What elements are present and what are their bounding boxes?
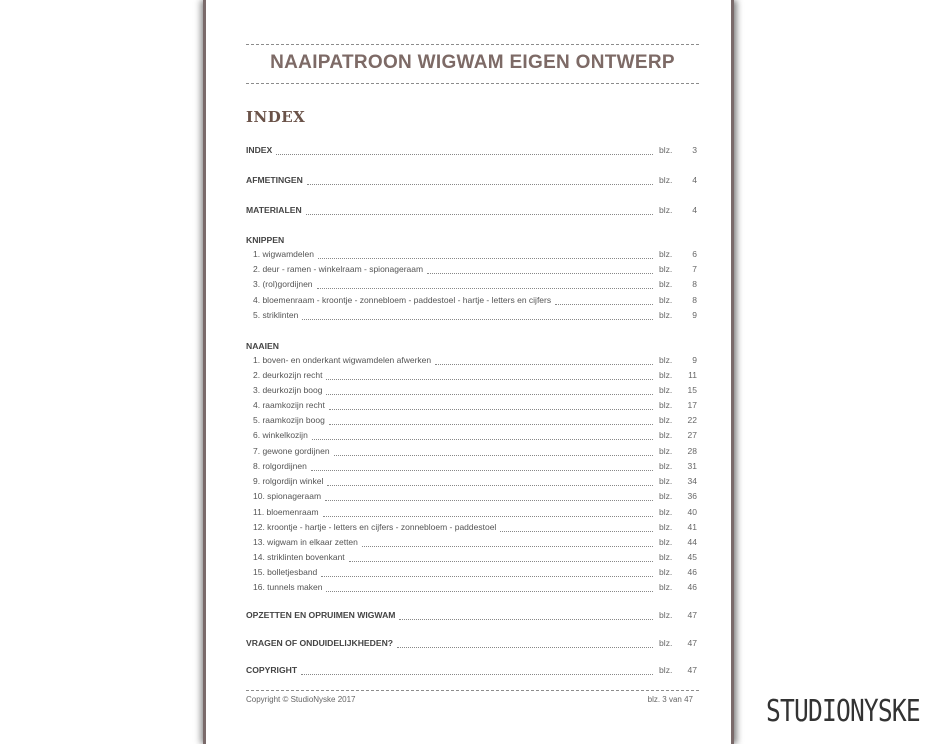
brand-logo: STUDIONYSKE <box>766 694 920 729</box>
toc-subentry-blz: blz. <box>659 400 673 410</box>
toc-subentry-page: 28 <box>687 446 697 456</box>
toc-subentry <box>246 507 697 521</box>
toc-entry-label: MATERIALEN <box>246 205 302 215</box>
toc-subentry-page: 9 <box>692 310 697 320</box>
section-heading-naaien: NAAIEN <box>246 341 279 351</box>
title-divider-top <box>246 44 699 45</box>
toc-subentry-label: 2. deurkozijn recht <box>253 370 323 380</box>
toc-subentry-label: 9. rolgordijn winkel <box>253 476 324 486</box>
toc-subentry <box>246 264 697 278</box>
toc-entry-page: 4 <box>692 205 697 215</box>
dot-leader <box>427 273 653 274</box>
toc-subentry-label: 1. boven- en onderkant wigwamdelen afwerken <box>253 355 432 365</box>
toc-subentry-blz: blz. <box>659 279 673 289</box>
toc-entry-label: AFMETINGEN <box>246 175 303 185</box>
toc-subentry <box>246 446 697 460</box>
toc-entry-blz: blz. <box>659 175 673 185</box>
toc-subentry <box>246 582 697 596</box>
toc-subentry-label: 2. deur - ramen - winkelraam - spionageraam <box>253 264 424 274</box>
toc-subentry-page: 22 <box>687 415 697 425</box>
toc-subentry-label: 6. winkelkozijn <box>253 430 308 440</box>
toc-subentry-page: 9 <box>692 355 697 365</box>
dot-leader <box>326 379 653 380</box>
toc-entry-blz: blz. <box>659 145 673 155</box>
toc-entry <box>246 205 697 219</box>
toc-subentry-label: 5. raamkozijn boog <box>253 415 325 425</box>
dot-leader <box>307 184 653 185</box>
toc-entry <box>246 175 697 189</box>
document-page <box>203 0 734 744</box>
toc-subentry-blz: blz. <box>659 491 673 501</box>
dot-leader <box>435 364 653 365</box>
toc-entry-page: 47 <box>687 610 697 620</box>
toc-subentry-blz: blz. <box>659 415 673 425</box>
toc-entry-label: OPZETTEN EN OPRUIMEN WIGWAM <box>246 610 396 620</box>
toc-subentry <box>246 295 697 309</box>
toc-subentry <box>246 552 697 566</box>
toc-subentry-blz: blz. <box>659 461 673 471</box>
toc-subentry-blz: blz. <box>659 370 673 380</box>
toc-subentry-blz: blz. <box>659 552 673 562</box>
toc-subentry-label: 4. raamkozijn recht <box>253 400 325 410</box>
toc-subentry-blz: blz. <box>659 264 673 274</box>
dot-leader <box>397 647 653 648</box>
toc-subentry <box>246 461 697 475</box>
toc-subentry <box>246 476 697 490</box>
toc-entry-blz: blz. <box>659 610 673 620</box>
dot-leader <box>349 561 653 562</box>
toc-subentry-page: 36 <box>687 491 697 501</box>
toc-subentry-blz: blz. <box>659 310 673 320</box>
toc-subentry-page: 11 <box>688 370 697 380</box>
toc-subentry-blz: blz. <box>659 385 673 395</box>
index-heading: INDEX <box>246 108 306 126</box>
toc-subentry <box>246 522 697 536</box>
toc-subentry-blz: blz. <box>659 567 673 577</box>
toc-subentry <box>246 430 697 444</box>
dot-leader <box>329 424 653 425</box>
toc-subentry-page: 17 <box>687 400 697 410</box>
toc-entry-label: VRAGEN OF ONDUIDELIJKHEDEN? <box>246 638 394 648</box>
toc-subentry-page: 46 <box>687 567 697 577</box>
toc-subentry <box>246 355 697 369</box>
dot-leader <box>301 674 653 675</box>
footer-copyright: Copyright © StudioNyske 2017 <box>246 695 356 704</box>
toc-subentry-page: 6 <box>692 249 697 259</box>
dot-leader <box>312 439 653 440</box>
dot-leader <box>311 470 653 471</box>
footer-divider <box>246 690 699 691</box>
toc-subentry <box>246 567 697 581</box>
document-title: NAAIPATROON WIGWAM EIGEN ONTWERP <box>270 52 675 73</box>
toc-subentry-label: 13. wigwam in elkaar zetten <box>253 537 358 547</box>
toc-entry-blz: blz. <box>659 205 673 215</box>
footer-page-number: blz. 3 van 47 <box>647 695 693 704</box>
toc-subentry-page: 46 <box>687 582 697 592</box>
toc-subentry <box>246 400 697 414</box>
toc-subentry-label: 12. kroontje - hartje - letters en cijfers - zonnebloem - paddestoel <box>253 522 497 532</box>
dot-leader <box>362 546 653 547</box>
dot-leader <box>326 591 653 592</box>
toc-subentry-label: 15. bolletjesband <box>253 567 318 577</box>
dot-leader <box>327 485 653 486</box>
toc-subentry-label: 4. bloemenraam - kroontje - zonnebloem - paddestoel - hartje - letters en cijfers <box>253 295 552 305</box>
toc-entry-page: 4 <box>692 175 697 185</box>
toc-entry-page: 3 <box>692 145 697 155</box>
toc-subentry <box>246 279 697 293</box>
toc-entry-label: INDEX <box>246 145 273 155</box>
dot-leader <box>329 409 653 410</box>
dot-leader <box>317 288 653 289</box>
toc-subentry-page: 27 <box>687 430 697 440</box>
toc-entry-blz: blz. <box>659 638 673 648</box>
toc-subentry-blz: blz. <box>659 249 673 259</box>
toc-subentry-label: 11. bloemenraam <box>253 507 319 517</box>
dot-leader <box>323 516 653 517</box>
toc-subentry-page: 45 <box>687 552 697 562</box>
toc-subentry-page: 31 <box>687 461 697 471</box>
toc-entry-blz: blz. <box>659 665 673 675</box>
toc-subentry-page: 44 <box>687 537 697 547</box>
dot-leader <box>334 455 653 456</box>
toc-subentry <box>246 310 697 324</box>
toc-entry <box>246 610 697 624</box>
toc-subentry <box>246 385 697 399</box>
toc-entry <box>246 145 697 159</box>
toc-entry <box>246 665 697 679</box>
toc-entry-label: COPYRIGHT <box>246 665 298 675</box>
dot-leader <box>555 304 653 305</box>
toc-subentry-page: 34 <box>687 476 697 486</box>
toc-subentry-page: 15 <box>687 385 697 395</box>
dot-leader <box>321 576 653 577</box>
toc-subentry-blz: blz. <box>659 476 673 486</box>
toc-subentry-blz: blz. <box>659 430 673 440</box>
toc-subentry-label: 10. spionageraam <box>253 491 322 501</box>
toc-subentry-label: 8. rolgordijnen <box>253 461 307 471</box>
toc-entry-page: 47 <box>687 638 697 648</box>
toc-subentry-blz: blz. <box>659 582 673 592</box>
toc-subentry <box>246 249 697 263</box>
toc-subentry-blz: blz. <box>659 522 673 532</box>
toc-subentry-page: 8 <box>692 295 697 305</box>
toc-subentry-blz: blz. <box>659 295 673 305</box>
toc-subentry-page: 7 <box>692 264 697 274</box>
toc-subentry-page: 41 <box>687 522 697 532</box>
dot-leader <box>500 531 653 532</box>
toc-subentry-page: 40 <box>687 507 697 517</box>
toc-subentry-label: 3. (rol)gordijnen <box>253 279 313 289</box>
toc-subentry <box>246 537 697 551</box>
toc-subentry-label: 16. tunnels maken <box>253 582 323 592</box>
toc-subentry-blz: blz. <box>659 537 673 547</box>
toc-subentry-label: 14. striklinten bovenkant <box>253 552 345 562</box>
section-heading-knippen: KNIPPEN <box>246 235 285 245</box>
dot-leader <box>276 154 653 155</box>
toc-subentry-blz: blz. <box>659 446 673 456</box>
toc-subentry-blz: blz. <box>659 507 673 517</box>
toc-subentry-label: 5. striklinten <box>253 310 299 320</box>
dot-leader <box>399 619 653 620</box>
toc-subentry <box>246 415 697 429</box>
toc-subentry-label: 1. wigwamdelen <box>253 249 314 259</box>
dot-leader <box>325 500 653 501</box>
title-divider-bottom <box>246 83 699 84</box>
toc-subentry <box>246 491 697 505</box>
toc-subentry-page: 8 <box>692 279 697 289</box>
toc-entry-page: 47 <box>687 665 697 675</box>
dot-leader <box>318 258 653 259</box>
dot-leader <box>302 319 653 320</box>
dot-leader <box>326 394 653 395</box>
toc-subentry-label: 7. gewone gordijnen <box>253 446 330 456</box>
dot-leader <box>306 214 653 215</box>
toc-subentry <box>246 370 697 384</box>
toc-entry <box>246 638 697 652</box>
toc-subentry-blz: blz. <box>659 355 673 365</box>
toc-subentry-label: 3. deurkozijn boog <box>253 385 323 395</box>
